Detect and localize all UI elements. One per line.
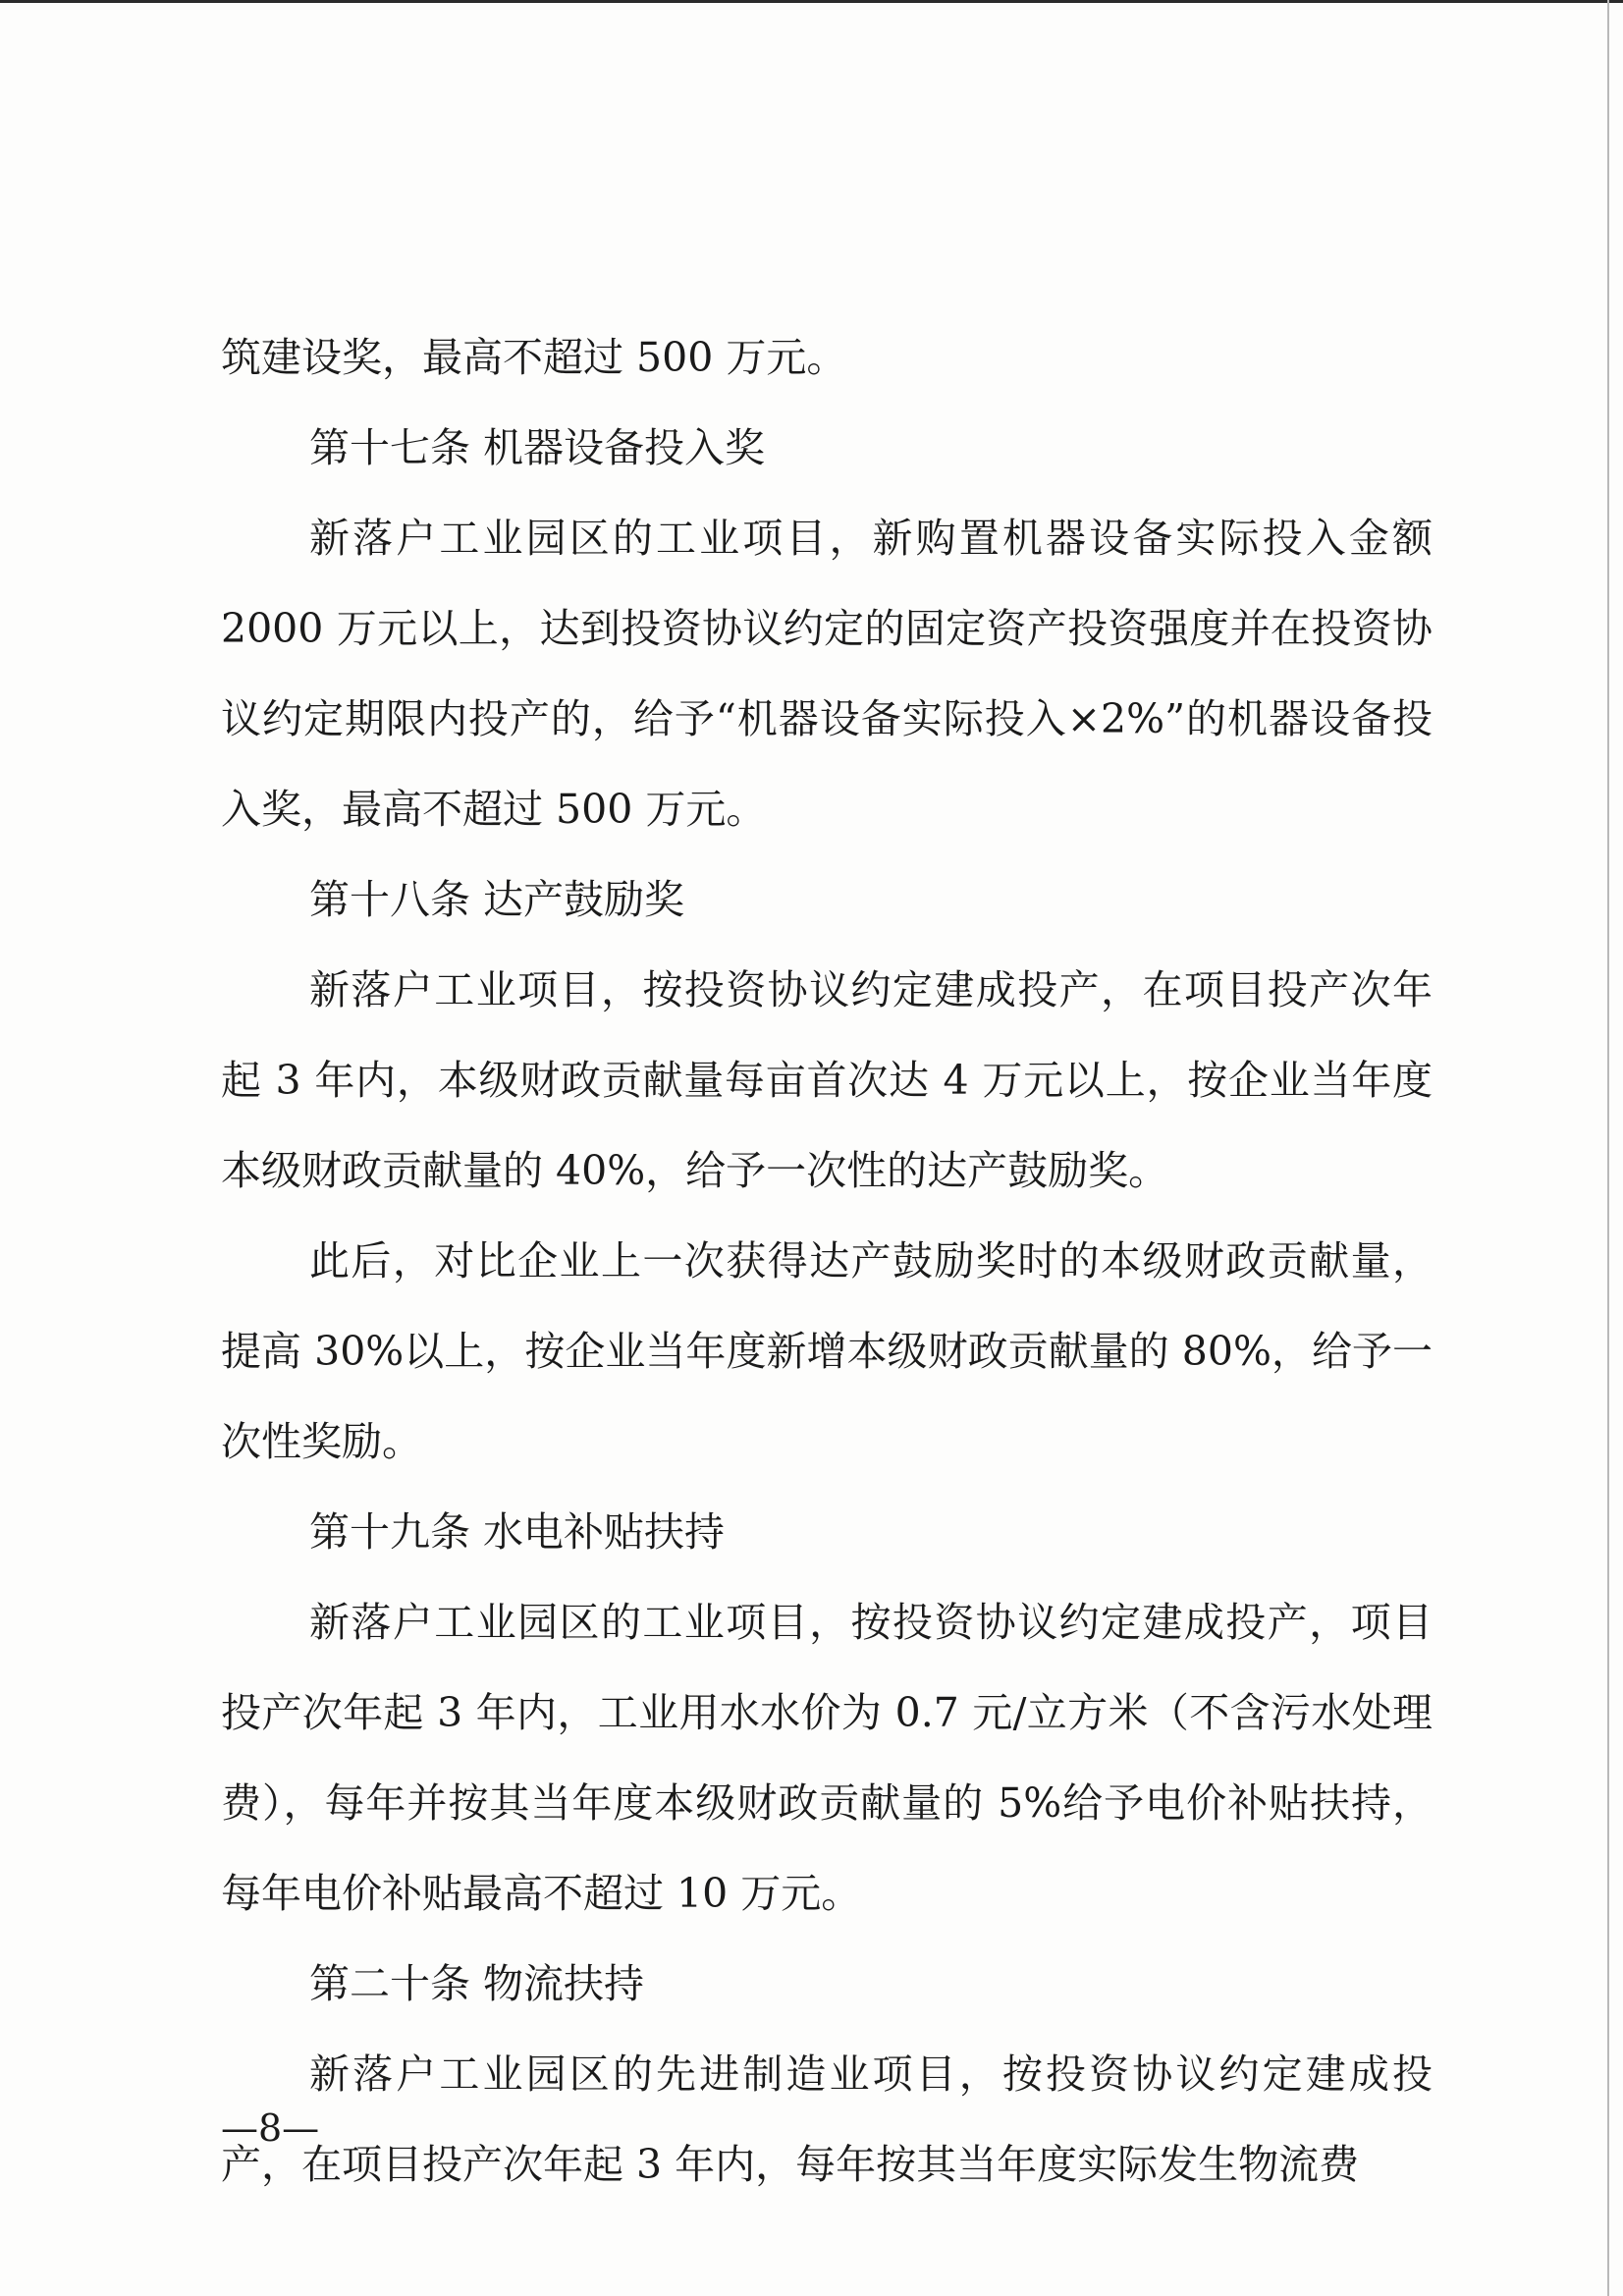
article-17-heading: 第十七条 机器设备投入奖 bbox=[309, 424, 766, 471]
article-20-heading: 第二十条 物流扶持 bbox=[309, 1960, 645, 2007]
article-17-paragraph: 新落户工业园区的工业项目，新购置机器设备实际投入金额 2000 万元以上，达到投资协议约定的固定资产投资强度并在投资协议约定期限内投产的，给予“机器设备实际投入×2%”的机器设备投入奖，最高不超过 500 万元。 bbox=[221, 515, 1433, 833]
article-20-paragraph: 新落户工业园区的先进制造业项目，按投资协议约定建成投产，在项目投产次年起 3 年内，每年按其当年度实际发生物流费 bbox=[221, 2050, 1433, 2188]
article-19-paragraph: 新落户工业园区的工业项目，按投资协议约定建成投产，项目投产次年起 3 年内，工业用水水价为 0.7 元/立方米（不含污水处理费），每年并按其当年度本级财政贡献量的 5%给予电价补贴扶持，每年电价补贴最高不超过 10 万元。 bbox=[221, 1599, 1433, 1917]
page-number: —8— bbox=[221, 2106, 320, 2150]
document-body bbox=[221, 312, 1433, 2210]
article-18-heading: 第十八条 达产鼓励奖 bbox=[309, 876, 685, 923]
scan-right-edge bbox=[1607, 0, 1609, 2296]
article-18-paragraph-2: 此后，对比企业上一次获得达产鼓励奖时的本级财政贡献量，提高 30%以上，按企业当年度新增本级财政贡献量的 80%，给予一次性奖励。 bbox=[221, 1237, 1433, 1465]
paragraph-continuation: 筑建设奖，最高不超过 500 万元。 bbox=[221, 334, 847, 381]
scan-top-edge bbox=[0, 0, 1623, 3]
article-19-heading: 第十九条 水电补贴扶持 bbox=[309, 1508, 726, 1556]
article-18-paragraph-1: 新落户工业项目，按投资协议约定建成投产，在项目投产次年起 3 年内，本级财政贡献量每亩首次达 4 万元以上，按企业当年度本级财政贡献量的 40%，给予一次性的达产鼓励奖。 bbox=[221, 966, 1433, 1194]
